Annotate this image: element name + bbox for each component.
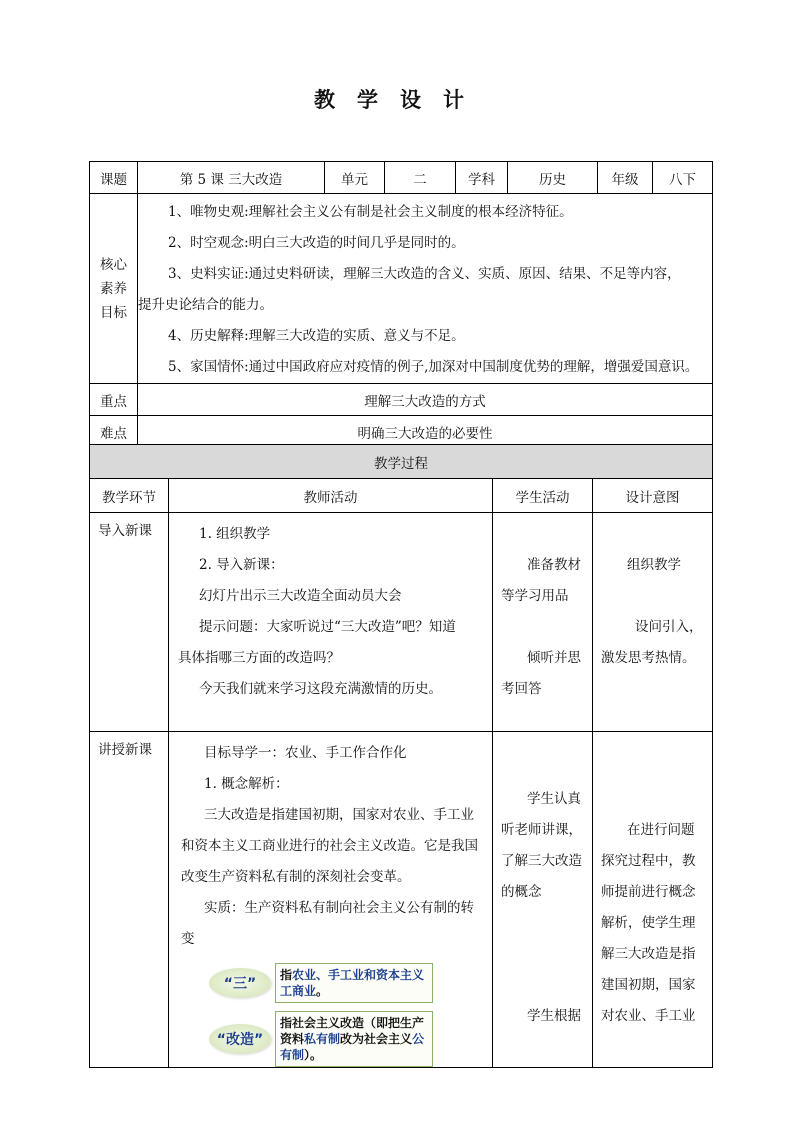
callout-text-part: 私有制	[304, 1032, 341, 1046]
teacher-intro	[169, 513, 493, 732]
process-heading: 教学过程	[90, 445, 713, 479]
core-label-line: 核心	[100, 256, 127, 273]
unit-value: 二	[385, 162, 456, 194]
text-line: 幻灯片出示三大改造全面动员大会	[199, 588, 402, 604]
text-line: 三大改造是指建国初期，国家对农业、手工业	[204, 807, 474, 823]
callout-text-part: 公有制	[280, 1032, 425, 1062]
callout-tag: “三”	[209, 968, 271, 998]
callout-text-part: 农业、手工业和资本主	[292, 968, 413, 982]
callout-san	[209, 963, 482, 1003]
stage-lecture: 讲授新课	[90, 732, 169, 1068]
goal-item: 2、时空观念:明白三大改造的时间几乎是同时的。	[168, 235, 465, 251]
goal-item: 4、历史解释:理解三大改造的实质、意义与不足。	[168, 328, 465, 344]
intent-intro	[593, 513, 713, 732]
teacher-lecture	[169, 732, 493, 1068]
callout-gaizao	[209, 1011, 482, 1067]
callout-text-part: 义工商业	[280, 968, 425, 998]
subject-label: 学科	[456, 162, 508, 194]
key-point-value: 理解三大改造的方式	[138, 384, 713, 416]
text-line: 激发思考热情。	[601, 650, 696, 666]
callout-text-part: 指社会主义改造（即把生	[280, 1016, 413, 1030]
subject-value: 历史	[508, 162, 598, 194]
text-line: 探究过程中，教	[601, 853, 696, 869]
callout-tag: “改造”	[209, 1024, 271, 1054]
intent-lecture	[593, 732, 713, 1068]
text-line: 倾听并思	[527, 650, 581, 666]
text-line: 实质：生产资料私有制向社会主义公有制的转	[204, 900, 474, 916]
grade-value: 八下	[653, 162, 713, 194]
text-line: 的概念	[501, 884, 542, 900]
col-stage: 教学环节	[90, 479, 169, 513]
text-line: 1. 组织教学	[199, 526, 271, 542]
text-line: 学生认真	[527, 791, 581, 807]
text-line: 等学习用品	[501, 588, 569, 604]
difficult-point-value: 明确三大改造的必要性	[138, 416, 713, 448]
teaching-process-table	[89, 444, 713, 1068]
text-line: 变	[181, 931, 195, 947]
student-lecture	[493, 732, 593, 1068]
topic-value: 第 5 课 三大改造	[138, 162, 325, 194]
text-line: 和资本主义工商业进行的社会主义改造。它是我国	[181, 838, 478, 854]
text-line: 准备教材	[527, 557, 581, 573]
callout-text-part: 。	[316, 984, 329, 998]
goal-item: 5、家国情怀:通过中国政府应对疫情的例子,加深对中国制度优势的理解，增强爱国意识。	[168, 359, 699, 375]
difficult-point-label: 难点	[90, 416, 138, 448]
text-line: 提示问题：大家听说过“三大改造”吧？知道	[199, 619, 456, 635]
text-line: 目标导学一：农业、手工作合作化	[204, 745, 407, 761]
col-intent: 设计意图	[593, 479, 713, 513]
callout-text-part: 改为社会主	[340, 1032, 401, 1046]
student-intro	[493, 513, 593, 732]
grade-label: 年级	[598, 162, 653, 194]
col-student: 学生活动	[493, 479, 593, 513]
text-line: 师提前进行概念	[601, 884, 696, 900]
core-literacy-label	[90, 194, 138, 384]
core-label-line: 素养	[100, 280, 127, 297]
text-line: 组织教学	[627, 557, 681, 573]
goal-item-continued: 提升史论结合的能力。	[138, 297, 273, 313]
text-line: 在进行问题	[627, 822, 695, 838]
text-line: 对农业、手工业	[601, 1008, 696, 1024]
callout-text-part: ）。	[304, 1048, 323, 1062]
core-label-line: 目标	[100, 304, 127, 321]
text-line: 今天我们就来学习这段充满激情的历史。	[199, 681, 442, 697]
text-line: 考回答	[501, 681, 542, 697]
document-title: 教学设计	[314, 88, 486, 112]
text-line: 2. 导入新课：	[199, 557, 284, 573]
goal-item: 3、史料实证:通过史料研读，理解三大改造的含义、实质、原因、结果、不足等内容，	[168, 266, 681, 282]
text-line: 改变生产资料私有制的深刻社会变革。	[181, 869, 411, 885]
callout-text	[275, 1011, 433, 1067]
unit-label: 单元	[325, 162, 385, 194]
callout-text-part: 指	[280, 968, 293, 982]
text-line: 具体指哪三方面的改造吗？	[178, 650, 340, 666]
text-line: 解三大改造是指	[601, 946, 696, 962]
text-line: 了解三大改造	[501, 853, 582, 869]
text-line: 1. 概念解析：	[204, 776, 289, 792]
callout-text	[275, 963, 433, 1003]
text-line: 解析，使学生理	[601, 915, 696, 931]
text-line: 学生根据	[527, 1008, 581, 1024]
core-goals	[138, 194, 713, 384]
text-line: 建国初期，国家	[601, 977, 696, 993]
text-line: 设问引入，	[635, 619, 703, 635]
callout-text-part: 产资料	[280, 1016, 425, 1046]
text-line: 听老师讲课，	[501, 822, 582, 838]
col-teacher: 教师活动	[169, 479, 493, 513]
key-point-label: 重点	[90, 384, 138, 416]
lesson-info-table	[89, 161, 713, 448]
topic-label: 课题	[90, 162, 138, 194]
stage-intro: 导入新课	[90, 513, 169, 732]
goal-item: 1、唯物史观:理解社会主义公有制是社会主义制度的根本经济特征。	[168, 204, 573, 220]
callout-text-part: 义	[400, 1032, 413, 1046]
